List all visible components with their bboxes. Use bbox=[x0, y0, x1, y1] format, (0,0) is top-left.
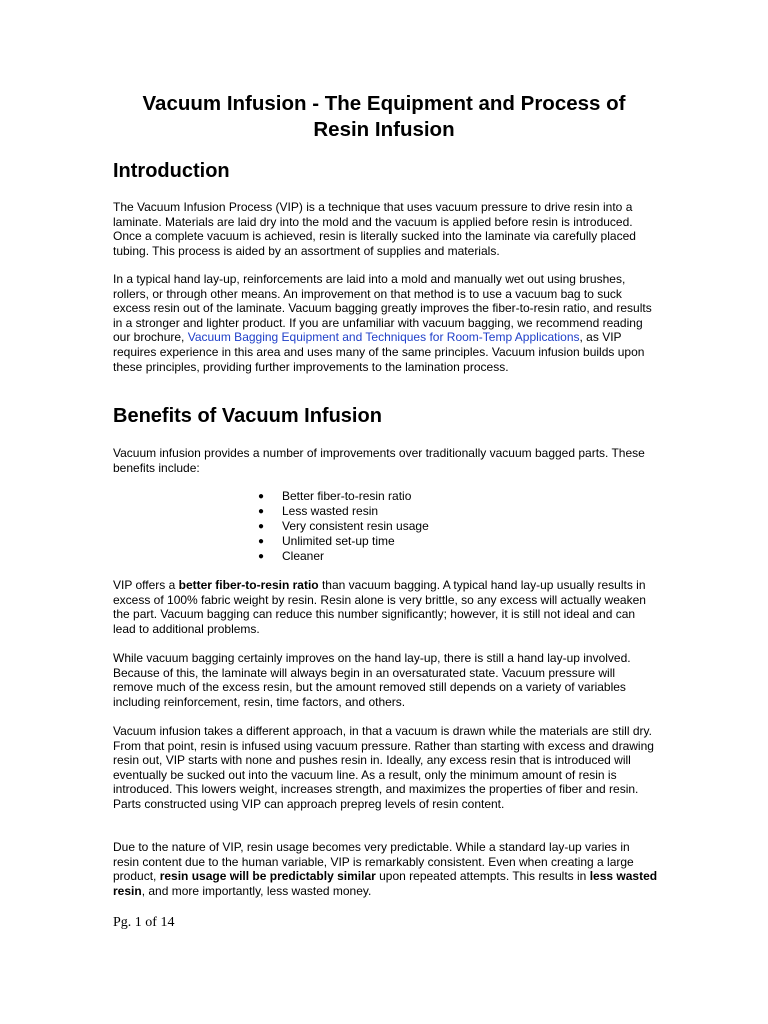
intro-paragraph-1: The Vacuum Infusion Process (VIP) is a technique that uses vacuum pressure to drive resin into a laminate. Materials are laid dry into the mold and the vacuum is applied before resin is introduced. Once a complete vacuum is achieved, resin is literally sucked into the laminate via carefully placed tubing. This process is aided by an assortment of supplies and materials. bbox=[113, 200, 636, 258]
intro-paragraph-2 bbox=[113, 272, 658, 374]
benefits-heading: Benefits of Vacuum Infusion bbox=[113, 405, 382, 427]
benefits-list bbox=[258, 489, 429, 564]
bullet-icon: ● bbox=[258, 521, 265, 532]
nature-text-a: Due to the nature of VIP, resin usage becomes very predictable. While a standard lay-up varies in resin content due to the human variable, VIP is remarkably consistent. Even when creating a large product, bbox=[113, 840, 634, 884]
hand-layup-paragraph: While vacuum bagging certainly improves on the hand lay-up, there is still a hand lay-up involved. Because of this, the laminate will always begin in an oversaturated state. Vacuum pressure will remove much of the excess resin, but the amount removed still depends on a variety of variables including reinforcement, resin, time factors, and others. bbox=[113, 651, 631, 709]
different-approach-paragraph: Vacuum infusion takes a different approach, in that a vacuum is drawn while the materials are still dry. From that point, resin is infused using vacuum pressure. Rather than starting with excess and drawing resin out, VIP starts with none and pushes resin in. Ideally, any excess resin that is introduced will eventually be sucked out into the vacuum line. As a result, only the minimum amount of resin is introduced. This lowers weight, increases strength, and maximizes the properties of fiber and resin. Parts constructed using VIP can approach prepreg levels of resin content. bbox=[113, 724, 654, 811]
list-item-label: Better fiber-to-resin ratio bbox=[282, 489, 412, 503]
ratio-text-c: than vacuum bagging. A typical hand lay-up usually results in excess of 100% fabric weight by resin. Resin alone is very brittle, so any excess will actually weaken the part. Vacuum bagging can reduce this number significantly; however, it is still not ideal and can lead to additional problems. bbox=[113, 578, 646, 636]
ratio-text-a: VIP offers a bbox=[113, 578, 179, 592]
list-item-label: Less wasted resin bbox=[282, 504, 379, 518]
predictable-usage-paragraph bbox=[113, 840, 658, 898]
introduction-heading: Introduction bbox=[113, 160, 230, 182]
list-item-label: Unlimited set-up time bbox=[282, 534, 395, 548]
list-item bbox=[258, 549, 429, 564]
title-line-2: Resin Infusion bbox=[313, 118, 455, 141]
benefits-intro-paragraph: Vacuum infusion provides a number of improvements over traditionally vacuum bagged parts. These benefits include: bbox=[113, 446, 645, 475]
bullet-icon: ● bbox=[258, 491, 265, 502]
brochure-link[interactable]: Vacuum Bagging Equipment and Techniques for Room-Temp Applications bbox=[187, 330, 580, 345]
nature-text-bold-1: resin usage will be predictably similar bbox=[159, 869, 376, 884]
intro-p2-text-before: In a typical hand lay-up, reinforcements are laid into a mold and manually wet out using brushes, rollers, or through other means. An improvement on that method is to use a vacuum bag to suck excess resin out of the laminate. Vacuum bagging greatly improves the fiber-to-resin ratio, and results in a stronger and lighter product. If you are unfamiliar with vacuum bagging, we recommend reading our brochure, bbox=[113, 272, 652, 345]
document-title bbox=[100, 91, 668, 143]
list-item bbox=[258, 489, 429, 504]
fiber-ratio-paragraph bbox=[113, 578, 658, 636]
nature-text-bold-2: less wasted resin bbox=[113, 869, 658, 898]
title-line-1: Vacuum Infusion - The Equipment and Process of bbox=[142, 92, 626, 115]
intro-p2-text-after: , as VIP requires experience in this area and uses many of the same principles. Vacuum infusion builds upon these principles, providing further improvements to the lamination process. bbox=[113, 330, 645, 374]
page-number-footer: Pg. 1 of 14 bbox=[113, 915, 175, 930]
list-item-label: Very consistent resin usage bbox=[282, 519, 429, 533]
list-item bbox=[258, 534, 429, 549]
nature-text-e: , and more importantly, less wasted money. bbox=[141, 883, 372, 898]
bullet-icon: ● bbox=[258, 506, 265, 517]
list-item bbox=[258, 519, 429, 534]
list-item-label: Cleaner bbox=[282, 549, 325, 563]
nature-text-c: upon repeated attempts. This results in bbox=[375, 869, 590, 884]
bullet-icon: ● bbox=[258, 536, 265, 547]
ratio-text-bold: better fiber-to-resin ratio bbox=[178, 578, 319, 592]
bullet-icon: ● bbox=[258, 551, 265, 562]
list-item bbox=[258, 504, 429, 519]
